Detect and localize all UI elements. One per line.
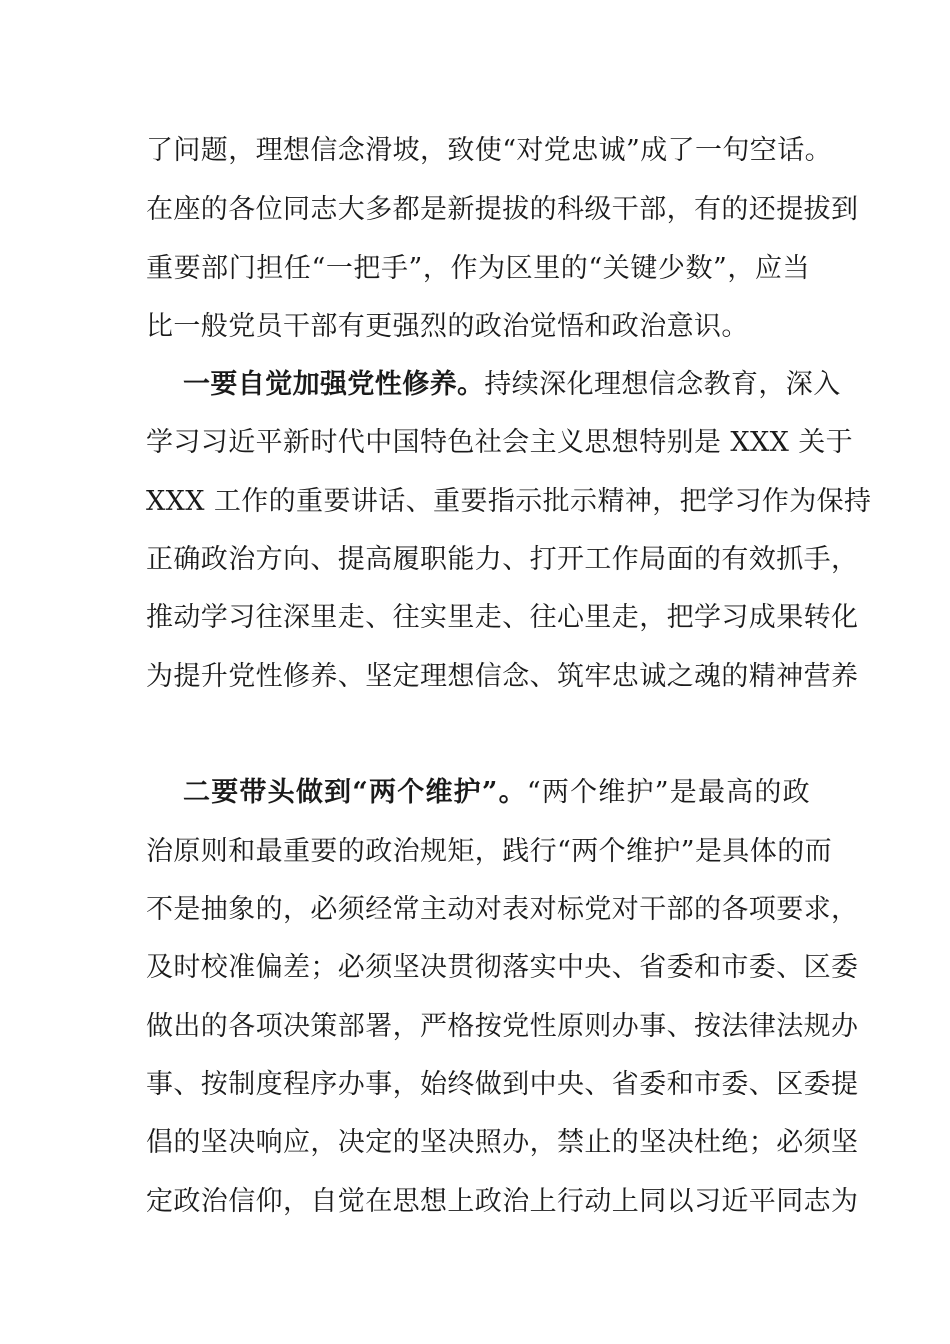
paragraph-3-line-2: 治原则和最重要的政治规矩，践行“两个维护”是具体的而 [146,836,833,867]
paragraph-3-line-5: 做出的各项决策部署，严格按党性原则办事、按法律法规办 [146,1011,859,1042]
paragraph-3-line-8: 定政治信仰，自觉在思想上政治上行动上同以习近平同志为 [146,1186,859,1217]
paragraph-1-line-1: 了问题，理想信念滑坡，致使“对党忠诚”成了一句空话。 [146,135,833,166]
paragraph-3-line-1 [183,773,810,813]
paragraph-3-line-4: 及时校准偏差；必须坚决贯彻落实中央、省委和市委、区委 [146,952,859,983]
paragraph-3-heading: 二要带头做到“两个维护”。 [183,777,527,808]
paragraph-1-line-2: 在座的各位同志大多都是新提拔的科级干部，有的还提拔到 [146,194,859,225]
paragraph-3-line-1-text: “两个维护”是最高的政 [526,777,810,808]
paragraph-3-line-3: 不是抽象的，必须经常主动对表对标党对干部的各项要求， [146,894,859,925]
paragraph-2-heading: 一要自觉加强党性修养。 [183,369,485,400]
paragraph-2-line-2: 学习习近平新时代中国特色社会主义思想特别是 XXX 关于 [146,427,854,458]
paragraph-2-line-5: 推动学习往深里走、往实里走、往心里走，把学习成果转化 [146,602,859,633]
paragraph-2-line-4: 正确政治方向、提高履职能力、打开工作局面的有效抓手， [146,544,859,575]
paragraph-2-line-1 [183,365,841,405]
paragraph-3-line-7: 倡的坚决响应，决定的坚决照办，禁止的坚决杜绝；必须坚 [146,1127,859,1158]
paragraph-1-line-3: 重要部门担任“一把手”，作为区里的“关键少数”，应当 [146,253,810,284]
paragraph-1-line-4: 比一般党员干部有更强烈的政治觉悟和政治意识。 [146,311,749,342]
paragraph-3-line-6: 事、按制度程序办事，始终做到中央、省委和市委、区委提 [146,1069,859,1100]
paragraph-2-line-3: XXX 工作的重要讲话、重要指示批示精神，把学习作为保持 [146,486,872,517]
paragraph-2-line-6: 为提升党性修养、坚定理想信念、筑牢忠诚之魂的精神营养 [146,661,859,692]
paragraph-2-line-1-text: 持续深化理想信念教育，深入 [484,369,841,400]
